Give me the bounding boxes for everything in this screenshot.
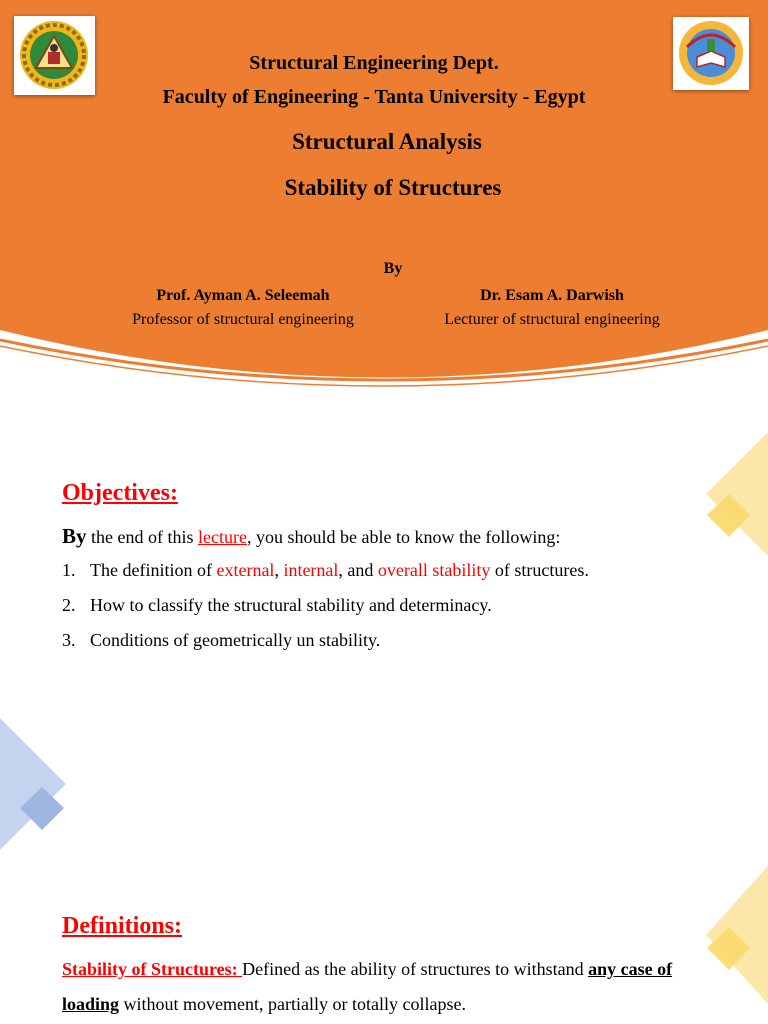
list-number: 3.	[62, 630, 76, 650]
list-text	[90, 560, 589, 595]
item-text: The definition of	[90, 560, 217, 580]
objectives-list	[62, 560, 589, 665]
definitions-heading: Definitions:	[62, 913, 182, 939]
intro-text: the end of this	[86, 527, 198, 547]
list-number: 2.	[62, 595, 76, 615]
list-number: 1.	[62, 560, 76, 580]
department-title: Structural Engineering Dept.	[249, 52, 499, 74]
list-item	[62, 595, 589, 630]
definition-paragraph	[62, 952, 727, 1022]
list-text: Conditions of geometrically un stability.	[90, 630, 381, 650]
author-block-2	[387, 284, 717, 332]
item-text: , and	[338, 560, 378, 580]
item-text: ,	[274, 560, 284, 580]
author-name: Dr. Esam A. Darwish	[480, 287, 624, 304]
author-name: Prof. Ayman A. Seleemah	[156, 287, 330, 304]
keyword-overall: overall stability	[377, 560, 491, 580]
keyword-external: external	[216, 560, 275, 580]
list-text: How to classify the structural stability and determinacy.	[90, 595, 492, 615]
by-label: By	[383, 260, 403, 277]
definition-term: Stability of Structures:	[62, 959, 243, 979]
intro-by: By	[62, 524, 87, 548]
item-text: of structures.	[490, 560, 589, 580]
keyword-internal: internal	[283, 560, 339, 580]
objectives-intro	[62, 524, 560, 549]
author-role: Professor of structural engineering	[132, 311, 354, 328]
list-item	[62, 560, 589, 595]
definition-emphasis: any case of loading	[62, 959, 673, 1014]
objectives-heading: Objectives:	[62, 480, 178, 506]
faculty-title: Faculty of Engineering - Tanta University - Egypt	[162, 86, 586, 108]
intro-text: , you should be able to know the following:	[246, 527, 561, 547]
course-title: Structural Analysis	[292, 129, 482, 154]
intro-lecture-link: lecture	[198, 527, 247, 547]
definition-text: Defined as the ability of structures to withstand	[242, 959, 589, 979]
list-item	[62, 630, 589, 665]
author-block-1	[78, 284, 408, 332]
definition-text: without movement, partially or totally collapse.	[119, 994, 466, 1014]
author-role: Lecturer of structural engineering	[444, 311, 660, 328]
lecture-title: Stability of Structures	[284, 175, 502, 200]
